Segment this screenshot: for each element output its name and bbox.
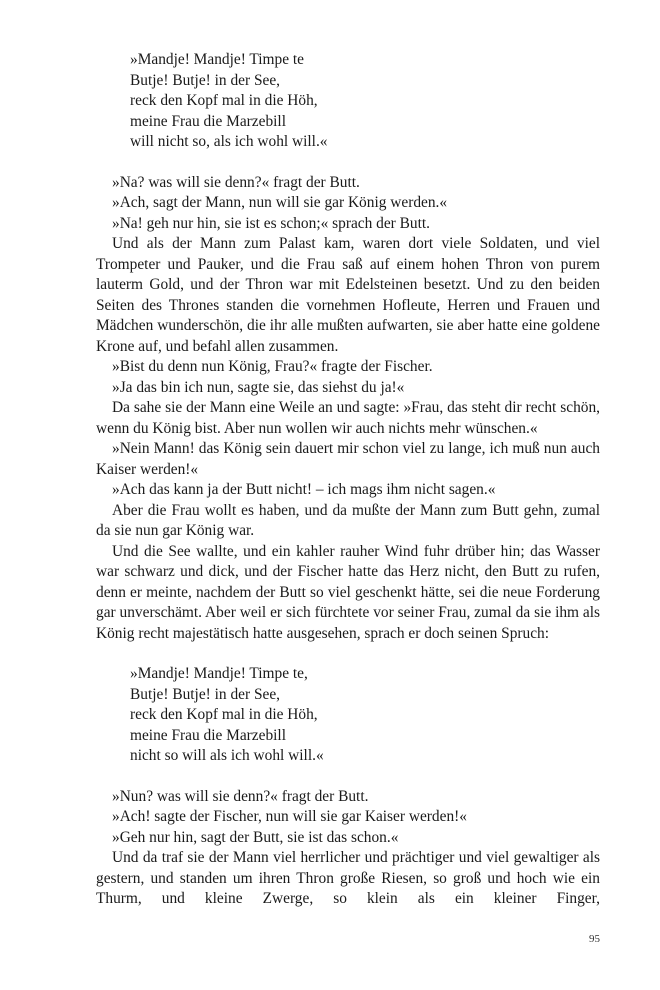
paragraph: »Nun? was will sie denn?« fragt der Butt. [112, 787, 369, 805]
paragraph: »Ach! sagte der Fischer, nun will sie gar Kaiser werden!« [112, 808, 467, 825]
verse-line: reck den Kopf mal in die Höh, [130, 706, 318, 723]
verse-line: Butje! Butje! in der See, [130, 71, 281, 89]
stanza-gap [96, 767, 600, 787]
paragraph: Aber die Frau wollt es haben, und da mußte der Mann zum Butt gehn, zumal da sie nun gar König war. [96, 501, 600, 539]
paragraph: »Bist du denn nun König, Frau?« fragte der Fischer. [112, 358, 433, 375]
paragraph: »Na! geh nur hin, sie ist es schon;« sprach der Butt. [112, 214, 431, 232]
paragraph: »Ach das kann ja der Butt nicht! – ich mags ihm nicht sagen.« [112, 481, 496, 498]
paragraph: Und die See wallte, und ein kahler rauher Wind fuhr drüber hin; das Wasser war schwarz und dick, und der Fischer hatte das Herz nicht, den Butt zu rufen, denn er meinte, nachdem der Butt so viel geschenkt hätte, sei die neue Forderung gar unverschämt. Aber weil er sich fürchtete vor seiner Frau, zumal da sie ihm als König recht majestätisch hatte ausgesehen, sprach er doch seinen Spruch: [96, 542, 600, 642]
verse-stanza-1 [96, 50, 600, 153]
verse-line: will nicht so, als ich wohl will.« [130, 133, 328, 150]
verse-line: »Mandje! Mandje! Timpe te, [130, 665, 308, 682]
paragraph: Da sahe sie der Mann eine Weile an und sagte: »Frau, das steht dir recht schön, wenn du König bist. Aber nun wollen wir auch nichts mehr wünschen.« [96, 399, 600, 437]
paragraph: Und da traf sie der Mann viel herrlicher und prächtiger und viel gewaltiger als gestern, und standen um ihren Thron große Riesen, so groß und hoch wie ein Thurm, und kleine Zwerge, so klein als ein kleiner Finger, [96, 849, 600, 907]
paragraph: »Na? was will sie denn?« fragt der Butt. [112, 173, 360, 191]
paragraph: Und als der Mann zum Palast kam, waren dort viele Soldaten, und viel Trompeter und Pauker, und die Frau saß auf einem hohen Thron von purem lauterm Gold, und der Thron war mit Edelsteinen besetzt. Und zu den beiden Seiten des Thrones standen die vornehmen Hofleute, Herren und Frauen und Mädchen wunderschön, die ihr alle mußten aufwarten, sie aber hatte eine goldene Krone auf, und befahl allen zusammen. [96, 235, 600, 355]
verse-line: meine Frau die Marzebill [130, 112, 286, 130]
paragraph: »Nein Mann! das König sein dauert mir schon viel zu lange, ich muß nun auch Kaiser werden!« [96, 440, 600, 478]
stanza-gap [96, 153, 600, 173]
verse-line: »Mandje! Mandje! Timpe te [130, 51, 304, 68]
paragraph: »Geh nur hin, sagt der Butt, sie ist das schon.« [112, 828, 399, 846]
verse-line: reck den Kopf mal in die Höh, [130, 92, 318, 109]
verse-line: nicht so will als ich wohl will.« [130, 747, 324, 764]
paragraph: »Ach, sagt der Mann, nun will sie gar König werden.« [112, 194, 448, 211]
verse-line: Butje! Butje! in der See, [130, 685, 281, 703]
verse-stanza-2 [96, 664, 600, 767]
paragraph: »Ja das bin ich nun, sagte sie, das siehst du ja!« [112, 378, 405, 396]
verse-line: meine Frau die Marzebill [130, 726, 286, 744]
page-text [96, 50, 600, 910]
page-number: 95 [589, 933, 600, 945]
stanza-gap [96, 644, 600, 664]
